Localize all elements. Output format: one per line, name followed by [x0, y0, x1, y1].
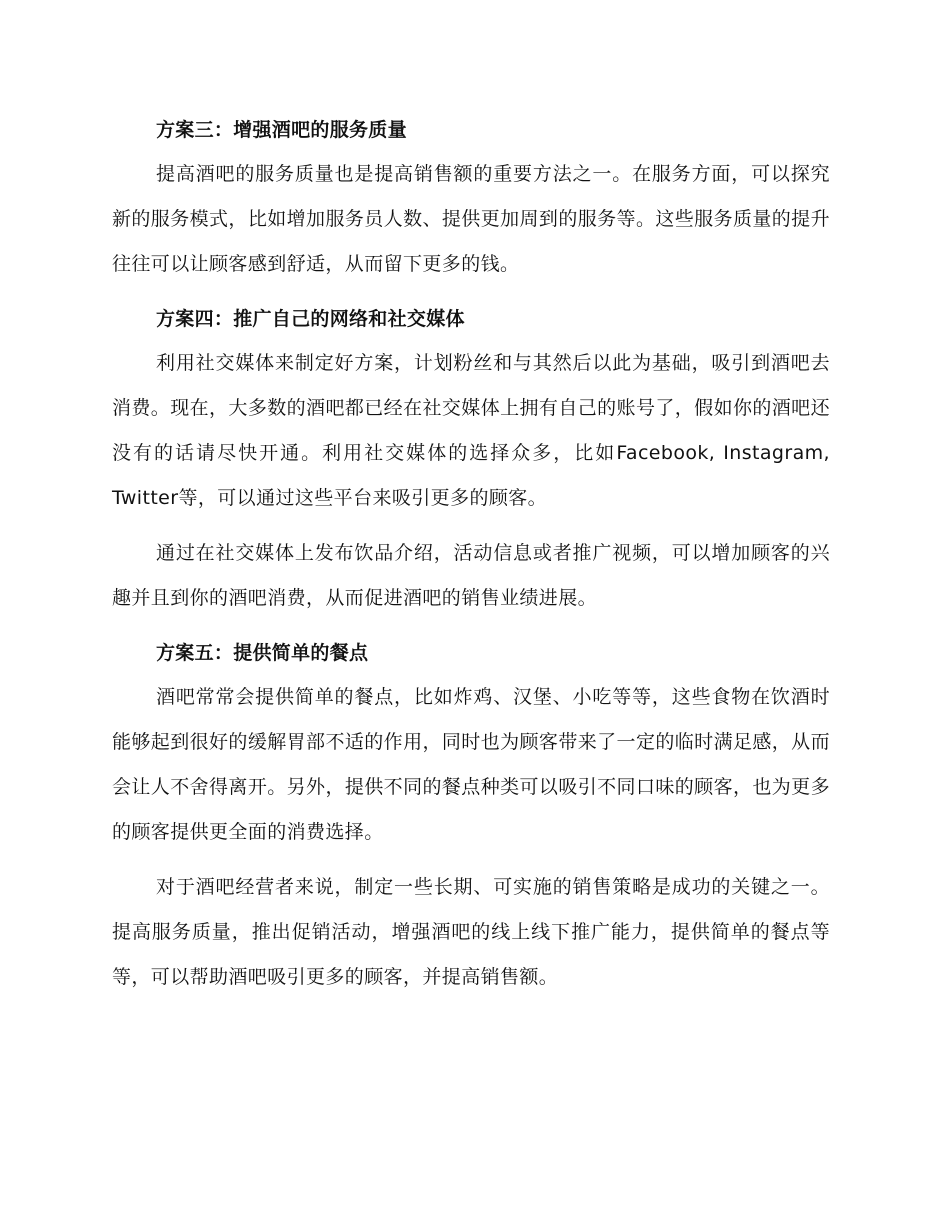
document-page: [112, 108, 830, 1010]
paragraph: 对于酒吧经营者来说，制定一些长期、可实施的销售策略是成功的关键之一。提高服务质量，推出促销活动，增强酒吧的线上线下推广能力，提供简单的餐点等等，可以帮助酒吧吸引更多的顾客，并提高销售额。: [112, 876, 830, 988]
section-heading: 方案五：提供简单的餐点: [156, 642, 369, 664]
section-heading: 方案四：推广自己的网络和社交媒体: [156, 308, 465, 330]
paragraph: 通过在社交媒体上发布饮品介绍，活动信息或者推广视频，可以增加顾客的兴趣并且到你的酒吧消费，从而促进酒吧的销售业绩进展。: [112, 542, 830, 609]
section-heading: 方案三：增强酒吧的服务质量: [156, 119, 407, 141]
paragraph: 酒吧常常会提供简单的餐点，比如炸鸡、汉堡、小吃等等，这些食物在饮酒时能够起到很好的缓解胃部不适的作用，同时也为顾客带来了一定的临时满足感，从而会让人不舍得离开。另外，提供不同的餐点种类可以吸引不同口味的顾客，也为更多的顾客提供更全面的消费选择。: [112, 686, 830, 843]
paragraph: 提高酒吧的服务质量也是提高销售额的重要方法之一。在服务方面，可以探究新的服务模式，比如增加服务员人数、提供更加周到的服务等。这些服务质量的提升往往可以让顾客感到舒适，从而留下更多的钱。: [112, 163, 830, 275]
paragraph: 利用社交媒体来制定好方案，计划粉丝和与其然后以此为基础，吸引到酒吧去消费。现在，大多数的酒吧都已经在社交媒体上拥有自己的账号了，假如你的酒吧还没有的话请尽快开通。利用社交媒体的选择众多，比如Facebook, Instagram, Twitter等，可以通过这些平台来吸引更多的顾客。: [112, 352, 830, 509]
